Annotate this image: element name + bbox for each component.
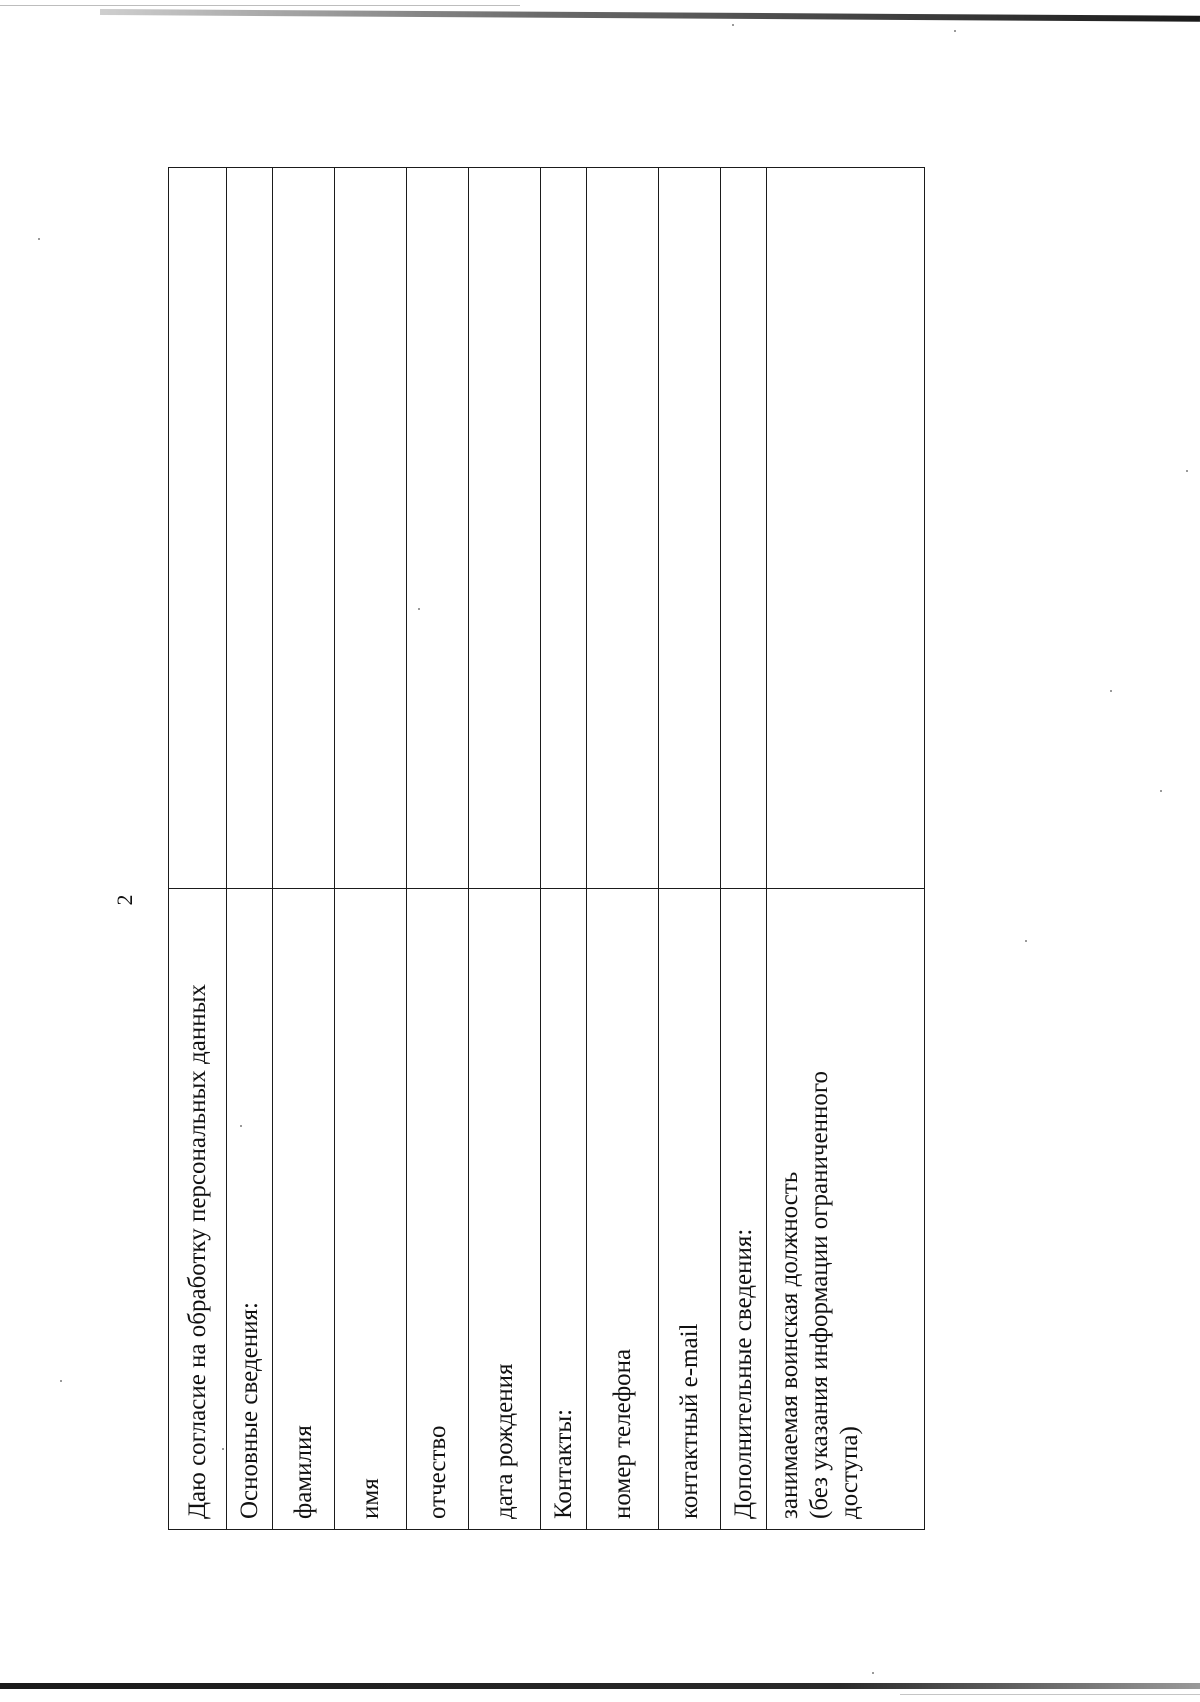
table-row-patronymic bbox=[407, 168, 469, 1530]
first-name-field[interactable] bbox=[335, 168, 407, 889]
scan-speck bbox=[60, 1380, 62, 1382]
table-row-military-position bbox=[767, 168, 925, 1530]
field-label-patronymic: отчество bbox=[407, 889, 469, 1530]
email-field[interactable] bbox=[659, 168, 721, 889]
field-label-phone: номер телефона bbox=[587, 889, 659, 1530]
scan-speck bbox=[732, 24, 734, 26]
field-label-birth-date: дата рождения bbox=[469, 889, 541, 1530]
military-position-line-2: (без указания информации ограниченного bbox=[806, 1071, 833, 1519]
section-heading-contacts: Контакты: bbox=[541, 889, 587, 1530]
table-row-first-name bbox=[335, 168, 407, 1530]
section-heading-additional: Дополнительные сведения: bbox=[721, 889, 767, 1530]
scan-edge-top-thin bbox=[0, 5, 520, 6]
military-position-field[interactable] bbox=[767, 168, 925, 889]
table-row-contacts-heading bbox=[541, 168, 587, 1530]
table-row-last-name bbox=[273, 168, 335, 1530]
field-label-military-position bbox=[767, 889, 925, 1530]
scan-speck bbox=[1186, 470, 1188, 472]
section-heading-basic: Основные сведения: bbox=[227, 889, 273, 1530]
last-name-field[interactable] bbox=[273, 168, 335, 889]
section-heading-additional-blank bbox=[721, 168, 767, 889]
field-label-first-name: имя bbox=[335, 889, 407, 1530]
military-position-line-3: доступа) bbox=[836, 1426, 863, 1519]
scan-speck bbox=[38, 238, 40, 240]
field-label-email: контактный e-mail bbox=[659, 889, 721, 1530]
consent-label: Даю согласие на обработку персональных данных bbox=[169, 889, 227, 1530]
rotated-page-content bbox=[100, 90, 1150, 1590]
scan-edge-top bbox=[100, 9, 1200, 22]
birth-date-field[interactable] bbox=[469, 168, 541, 889]
patronymic-field[interactable] bbox=[407, 168, 469, 889]
page-number: 2 bbox=[112, 894, 137, 906]
military-position-line-1: занимаемая воинская должность bbox=[776, 1171, 803, 1519]
section-heading-contacts-blank bbox=[541, 168, 587, 889]
scan-speck bbox=[872, 1672, 874, 1674]
table-row-additional-heading bbox=[721, 168, 767, 1530]
table-row-phone bbox=[587, 168, 659, 1530]
consent-value-field[interactable] bbox=[169, 168, 227, 889]
personal-data-consent-table bbox=[168, 167, 925, 1530]
table-row-email bbox=[659, 168, 721, 1530]
scan-edge-bottom-thin bbox=[900, 1694, 1200, 1695]
scan-speck bbox=[1160, 790, 1162, 792]
table-row-basic-heading bbox=[227, 168, 273, 1530]
section-heading-basic-blank bbox=[227, 168, 273, 889]
table-row-consent bbox=[169, 168, 227, 1530]
scan-speck bbox=[954, 30, 956, 32]
phone-field[interactable] bbox=[587, 168, 659, 889]
field-label-last-name: фамилия bbox=[273, 889, 335, 1530]
scan-edge-bottom bbox=[0, 1683, 1200, 1689]
table-row-birth-date bbox=[469, 168, 541, 1530]
